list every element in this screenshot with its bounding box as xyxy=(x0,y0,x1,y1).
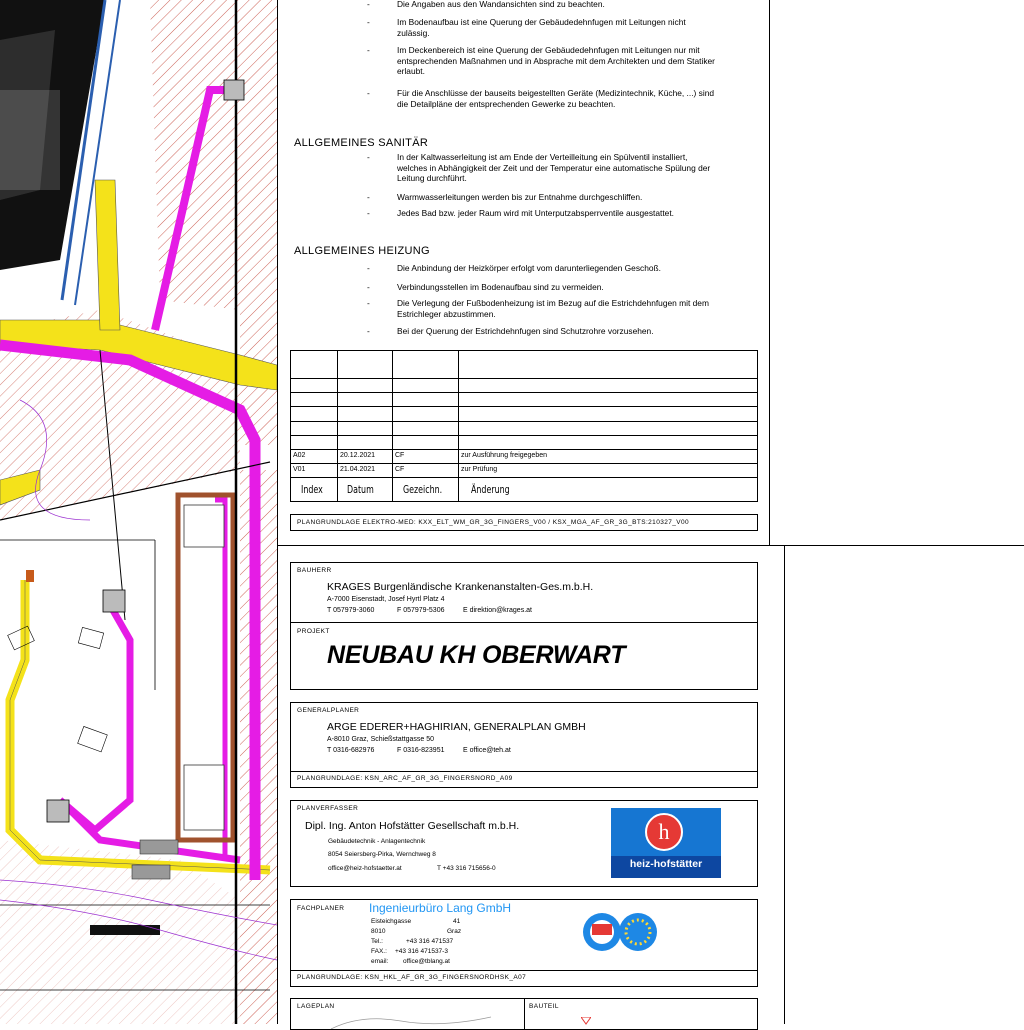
ingenieure-europa-logo xyxy=(583,910,659,954)
rev-header-datum: Datum xyxy=(347,483,374,496)
lageplan-bauteil-box xyxy=(290,998,758,1030)
rev-header-gezeichn: Gezeichn. xyxy=(403,483,443,496)
plangrundlage-elektro-box xyxy=(290,514,758,531)
titleblock-right-border xyxy=(784,545,785,1024)
fachplaner-name: Ingenieurbüro Lang GmbH xyxy=(369,901,512,915)
planverfasser-email: office@heiz-hofstaetter.at xyxy=(328,865,402,872)
rev-aenderung: zur Ausführung freigegeben xyxy=(461,452,548,459)
generalplaner-name: ARGE EDERER+HAGHIRIAN, GENERALPLAN GMBH xyxy=(327,721,586,733)
section-title-sanitaer: ALLGEMEINES SANITÄR xyxy=(294,137,429,149)
planverfasser-sub: Gebäudetechnik - Anlagentechnik xyxy=(328,838,426,845)
generalplaner-box xyxy=(290,702,758,788)
plangrundlage-arc: PLANGRUNDLAGE: KSN_ARC_AF_GR_3G_FINGERSNORD_A09 xyxy=(297,775,513,782)
fachplaner-zip: 8010 xyxy=(371,928,386,935)
fachplaner-email-label: email: xyxy=(371,958,389,965)
notes-bottom-border xyxy=(277,545,1024,546)
bauherr-name: KRAGES Burgenländische Krankenanstalten-Ges.m.b.H. xyxy=(327,581,594,593)
rev-aenderung: zur Prüfung xyxy=(461,466,498,473)
rev-header-aenderung: Änderung xyxy=(471,483,510,496)
planverfasser-address: 8054 Seiersberg-Pirka, Wernchweg 8 xyxy=(328,851,436,858)
generalplaner-label: GENERALPLANER xyxy=(297,707,360,714)
fachplaner-box xyxy=(290,899,758,987)
heiz-hofstaetter-logo xyxy=(611,808,721,878)
bauherr-email: E direktion@krages.at xyxy=(463,607,532,614)
fachplaner-city: Graz xyxy=(447,928,462,935)
bauherr-label: BAUHERR xyxy=(297,567,332,574)
rev-index: A02 xyxy=(293,452,306,459)
generalplaner-address: A-8010 Graz, Schießstattgasse 50 xyxy=(327,736,434,743)
rev-header-index: Index xyxy=(301,483,323,496)
bauherr-address: A-7000 Eisenstadt, Josef Hyrtl Platz 4 xyxy=(327,596,445,603)
sheet-left-border xyxy=(277,0,278,1024)
rev-gezeichn: CF xyxy=(395,452,405,459)
rev-datum: 21.04.2021 xyxy=(340,466,376,473)
generalplaner-fax: F 0316-823951 xyxy=(397,747,445,754)
lageplan-sketch xyxy=(321,1009,501,1029)
project-title: NEUBAU KH OBERWART xyxy=(327,641,626,669)
note-item: - Bei der Querung der Estrichdehnfugen sind Schutzrohre vorzusehen. xyxy=(367,326,654,336)
bauherr-fax: F 057979-5306 xyxy=(397,607,445,614)
note-item: - Die Angaben aus den Wandansichten sind zu beachten. xyxy=(367,0,605,9)
bauherr-tel: T 057979-3060 xyxy=(327,607,375,614)
note-item: - In der Kaltwasserleitung ist am Ende der Verteilleitung ein Spülventil installiert, welches in Abhängigkeit der Zeit und der Temperatur eine automatische Spülung der Leitung durchführt. xyxy=(367,152,711,183)
note-item: - Warmwasserleitungen werden bis zur Entnahme durchgeschliffen. xyxy=(367,192,643,202)
rev-datum: 20.12.2021 xyxy=(340,452,376,459)
fachplaner-fax: +43 316 471537-3 xyxy=(395,948,448,955)
rev-index: V01 xyxy=(293,466,306,473)
generalplaner-email: E office@teh.at xyxy=(463,747,511,754)
fachplaner-street: Eisteichgasse xyxy=(371,918,412,925)
revision-table xyxy=(290,350,758,502)
note-item: - Verbindungsstellen im Bodenaufbau sind zu vermeiden. xyxy=(367,282,604,292)
notes-right-border xyxy=(769,0,770,545)
note-item: - Für die Anschlüsse der bauseits beigestellten Geräte (Medizintechnik, Küche, ...) sind die Detailpläne der entsprechenden Gewerke zu beachten. xyxy=(367,88,715,109)
floor-plan-drawing xyxy=(0,0,277,1024)
note-item: - Die Verlegung der Fußbodenheizung ist im Bezug auf die Estrichdehnfugen mit dem Estrichleger abzustimmen. xyxy=(367,298,709,319)
bauherr-projekt-box xyxy=(290,562,758,690)
note-item: - Die Anbindung der Heizkörper erfolgt vom darunterliegenden Geschoß. xyxy=(367,263,661,273)
fachplaner-label: FACHPLANER xyxy=(297,905,345,912)
logo-h-mark: h xyxy=(645,813,683,851)
plangrundlage-hkl: PLANGRUNDLAGE: KSN_HKL_AF_GR_3G_FINGERSNORDHSK_A07 xyxy=(297,974,527,981)
title-sheet xyxy=(277,0,1024,1024)
rev-gezeichn: CF xyxy=(395,466,405,473)
planverfasser-label: PLANVERFASSER xyxy=(297,805,359,812)
logo-text: heiz-hofstätter xyxy=(629,858,703,870)
note-item: - Im Bodenaufbau ist eine Querung der Gebäudedehnfugen mit Leitungen nicht zulässig. xyxy=(367,17,686,38)
projekt-label: PROJEKT xyxy=(297,628,330,635)
plangrundlage-elektro: PLANGRUNDLAGE ELEKTRO-MED: KXX_ELT_WM_GR_3G_FINGERS_V00 / KSX_MGA_AF_GR_3G_BTS:210327_V00 xyxy=(297,519,690,526)
note-item: - Jedes Bad bzw. jeder Raum wird mit Unterputzabsperrventile ausgestattet. xyxy=(367,208,674,218)
bauteil-label: BAUTEIL xyxy=(529,1003,559,1010)
section-title-heizung: ALLGEMEINES HEIZUNG xyxy=(294,245,430,257)
planverfasser-box xyxy=(290,800,758,887)
fachplaner-tel-label: Tel.: xyxy=(371,938,383,945)
planverfasser-name: Dipl. Ing. Anton Hofstätter Gesellschaft m.b.H. xyxy=(305,820,520,832)
fachplaner-email: office@tblang.at xyxy=(403,958,450,965)
lageplan-label: LAGEPLAN xyxy=(297,1003,335,1010)
note-item: - Im Deckenbereich ist eine Querung der Gebäudedehnfugen mit Leitungen nur mit entsprechenden Maßnahmen und in Absprache mit dem Architekten und dem Statiker erlaubt. xyxy=(367,45,715,76)
fachplaner-fax-label: FAX.: xyxy=(371,948,387,955)
fachplaner-tel: +43 316 471537 xyxy=(406,938,454,945)
fachplaner-street-no: 41 xyxy=(453,918,461,925)
planverfasser-tel: T +43 316 715656-0 xyxy=(437,865,496,872)
generalplaner-tel: T 0316-682976 xyxy=(327,747,375,754)
